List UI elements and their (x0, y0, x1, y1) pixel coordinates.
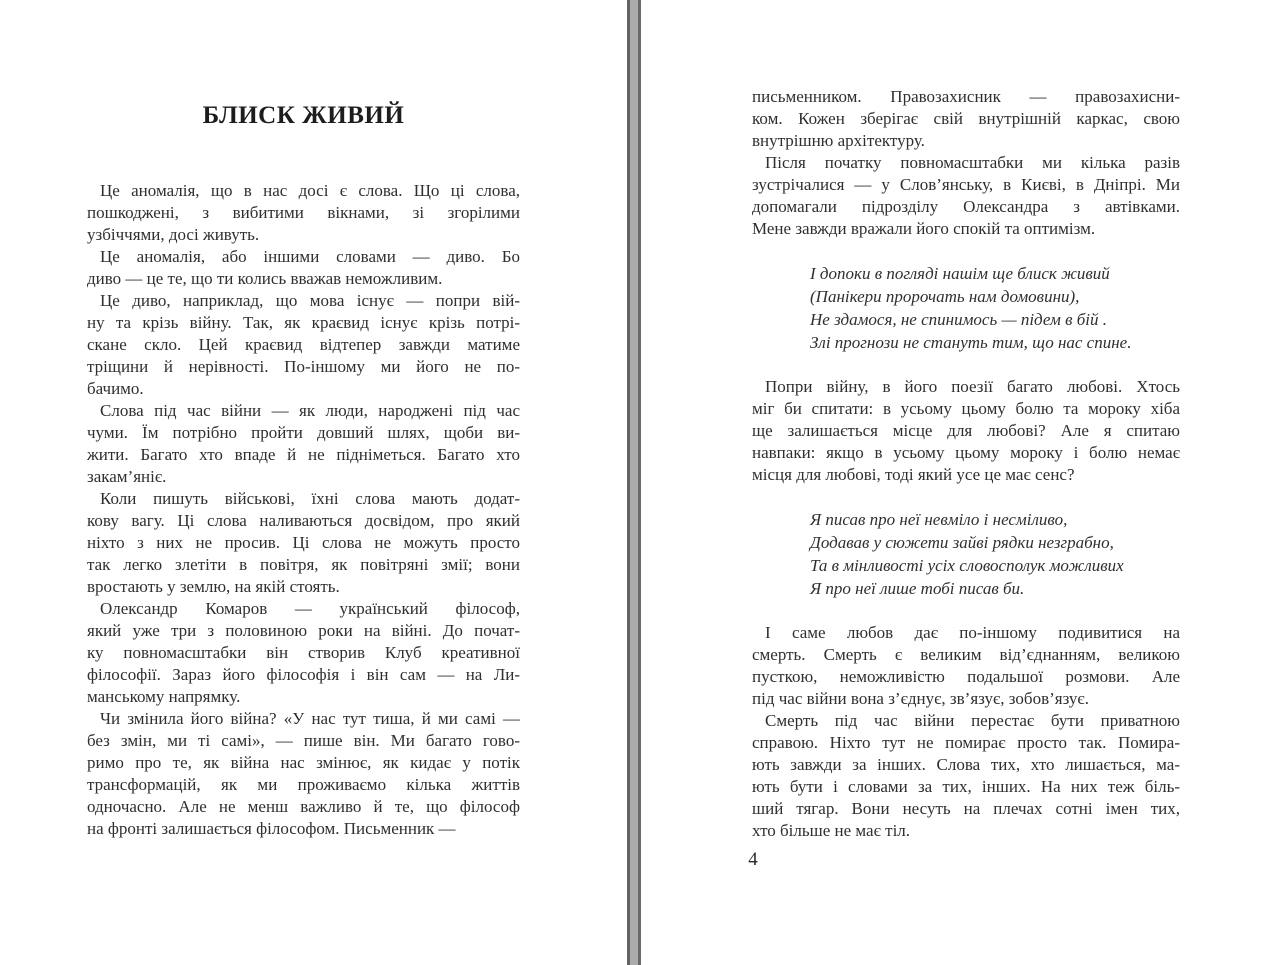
text-line: так легко злетіти в повітря, як повітряні змії; вони (87, 555, 520, 574)
text-line: бачимо. (87, 379, 144, 398)
text-line: на фронті залишається філософом. Письменник — (87, 819, 456, 838)
text-line: ще залишається місце для любові? Але я спитаю (752, 421, 1180, 440)
text-line: закам’яніє. (87, 467, 167, 486)
text-line: Олександр Комаров — український філософ, (100, 599, 520, 618)
text-line: ніхто з них не просив. Ці слова не можуть просто (87, 533, 520, 552)
text-line: Після початку повномасштабки ми кілька разів (765, 153, 1180, 172)
text-line: який уже три з половиною роки на війні. До почат- (87, 621, 520, 640)
text-line: диво — це те, що ти колись вважав неможливим. (87, 269, 443, 288)
text-line: навпаки: якщо в усьому цьому мороку і болю немає (752, 443, 1180, 462)
text-line: Це аномалія, або іншими словами — диво. Бо (100, 247, 520, 266)
text-line: Це диво, наприклад, що мова існує — попри вій- (100, 291, 520, 310)
text-line: ком. Кожен зберігає свій внутрішній каркас, свою (752, 109, 1180, 128)
paragraph (87, 400, 520, 488)
text-line: ший тягар. Вони несуть на плечах сотні імен тих, (752, 799, 1180, 818)
text-line: хто більше не має тіл. (752, 821, 911, 840)
verse-line: Не здамося, не спинимось — підем в бій . (810, 310, 1107, 329)
paragraph (752, 152, 1180, 240)
text-line: трансформацій, як ми проживаємо кілька життів (87, 775, 520, 794)
text-line: скане скло. Цей краєвид відтепер завжди матиме (87, 335, 520, 354)
right-page-text (752, 86, 1180, 842)
verse-line: Я писав про неї невміло і несміливо, (810, 510, 1068, 529)
paragraph (752, 376, 1180, 486)
text-line: Чи змінила його війна? «У нас тут тиша, й ми самі — (100, 709, 520, 728)
verse-line: Злі прогнози не стануть тим, що нас спине. (810, 333, 1132, 352)
text-line: чуми. Їм потрібно пройти довший шлях, щоби ви- (87, 423, 520, 442)
text-line: філософії. Зараз його філософія і він сам — на Ли- (87, 665, 520, 684)
text-line: справою. Ніхто тут не помирає просто так. Помира- (752, 733, 1180, 752)
text-line: пошкоджені, з вибитими вікнами, зі згорілими (87, 203, 520, 222)
verse-block (810, 262, 1180, 354)
text-line: Це аномалія, що в нас досі є слова. Що ці слова, (100, 181, 520, 200)
text-line: кову вагу. Ці слова наливаються досвідом, про який (87, 511, 520, 530)
page-number: 4 (748, 849, 758, 870)
text-line: узбіччями, досі живуть. (87, 225, 260, 244)
chapter-title: БЛИСК ЖИВИЙ (202, 102, 405, 129)
text-line: жити. Багато хто впаде й не підніметься. Багато хто (87, 445, 520, 464)
verse-line: Та в мінливості усіх словосполук можливих (810, 556, 1124, 575)
text-line: манському напрямку. (87, 687, 241, 706)
text-line: тріщини й нерівності. По-іншому ми його не по- (87, 357, 520, 376)
text-line: римо про те, як війна нас змінює, як кидає у потік (87, 753, 520, 772)
text-line: зустрічалися — у Слов’янську, в Києві, в Дніпрі. Ми (752, 175, 1180, 194)
text-line: місця для любові, тоді який усе це має сенс? (752, 465, 1075, 484)
book-gutter (627, 0, 641, 965)
text-line: Слова під час війни — як люди, народжені під час (100, 401, 520, 420)
text-line: Попри війну, в його поезії багато любові. Хтось (765, 377, 1180, 396)
text-line: ну та крізь війну. Так, як краєвид існує крізь потрі- (87, 313, 520, 332)
paragraph (87, 246, 520, 290)
text-line: І саме любов дає по-іншому подивитися на (765, 623, 1180, 642)
text-line: Смерть під час війни перестає бути приватною (765, 711, 1180, 730)
verse-line: Додавав у сюжети зайві рядки незграбно, (810, 533, 1114, 552)
verse-line: (Панікери пророчать нам домовини), (810, 287, 1080, 306)
text-line: ку повномасштабки він створив Клуб креативної (87, 643, 520, 662)
text-line: письменником. Правозахисник — правозахисни- (752, 87, 1180, 106)
paragraph (87, 290, 520, 400)
paragraph (752, 622, 1180, 710)
text-line: смерть. Смерть є великим від’єднанням, великою (752, 645, 1180, 664)
text-line: Мене завжди вражали його спокій та оптимізм. (752, 219, 1096, 238)
left-page-text (87, 180, 520, 840)
paragraph (87, 598, 520, 708)
paragraph (87, 180, 520, 246)
text-line: внутрішню архітектуру. (752, 131, 925, 150)
paragraph (87, 488, 520, 598)
text-line: Коли пишуть військові, їхні слова мають додат- (100, 489, 520, 508)
text-line: без змін, ми ті самі», — пише він. Ми багато гово- (87, 731, 520, 750)
text-line: під час війни вона з’єднує, зв’язує, зобов’язує. (752, 689, 1089, 708)
text-line: міг би спитати: в усьому цьому болю та мороку хіба (752, 399, 1180, 418)
text-line: вростають у землю, на якій стоять. (87, 577, 340, 596)
paragraph (752, 710, 1180, 842)
page-right (752, 86, 1180, 842)
text-line: ють завжди за інших. Слова тих, хто лишається, ма- (752, 755, 1180, 774)
text-line: ють бути і словами за тих, інших. На них теж біль- (752, 777, 1180, 796)
text-line: пусткою, неможливістю подальшої розмови. Але (752, 667, 1180, 686)
text-line: допомагали підрозділу Олександра з автівками. (752, 197, 1180, 216)
verse-line: Я про неї лише тобі писав би. (810, 579, 1025, 598)
paragraph (752, 86, 1180, 152)
verse-line: І допоки в погляді нашім ще блиск живий (810, 264, 1110, 283)
verse-block (810, 508, 1180, 600)
page-left (87, 101, 520, 840)
text-line: одночасно. Але не менш важливо й те, що філософ (87, 797, 520, 816)
paragraph (87, 708, 520, 840)
